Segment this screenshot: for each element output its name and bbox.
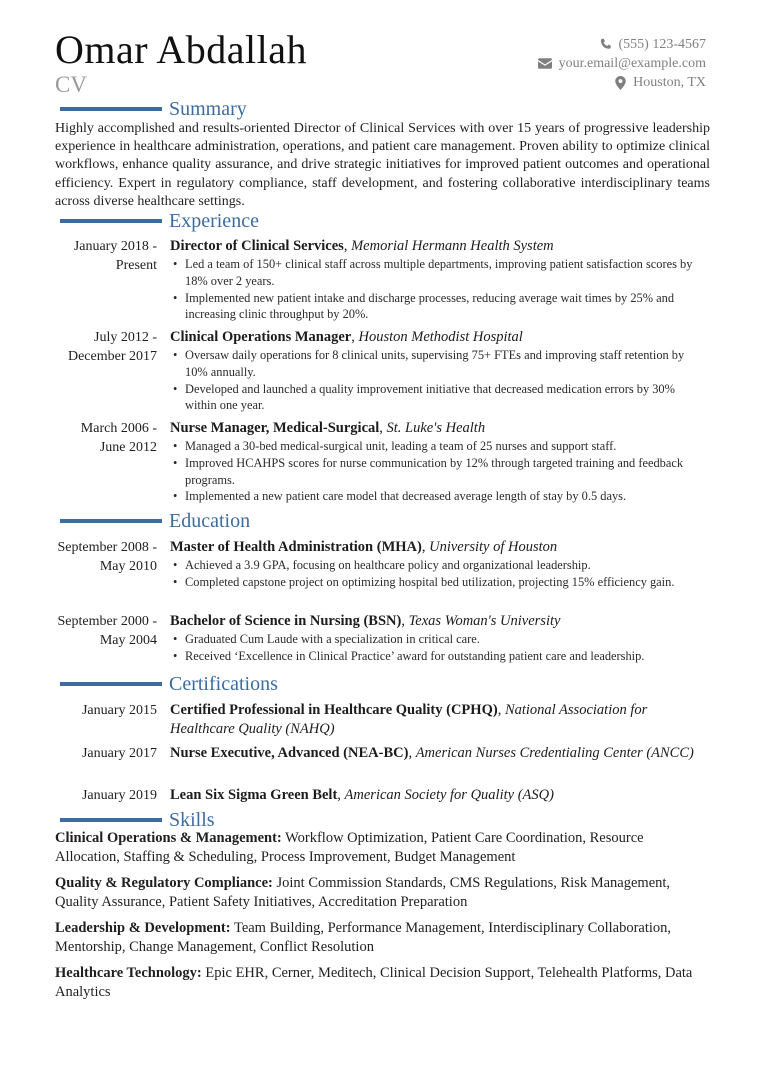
skills-header — [60, 809, 215, 831]
bullet-item: • Completed capstone project on optimizing hospital bed utilization, projecting 15% efficiency gain. — [170, 574, 705, 591]
skill-group-items: Epic EHR, Cerner, Meditech, Clinical Decision Support, Telehealth Platforms, Data Analytics — [55, 965, 693, 1000]
entry-title: Master of Health Administration (MHA) — [170, 539, 422, 555]
skill-group — [55, 874, 705, 912]
section-rule — [60, 682, 162, 686]
entry-organization: Memorial Hermann Health System — [351, 238, 554, 254]
entry-title: Nurse Executive, Advanced (NEA-BC) — [170, 745, 409, 761]
skill-group-items: Workflow Optimization, Patient Care Coordination, Resource Allocation, Staffing & Scheduling, Process Improvement, Budget Management — [55, 830, 644, 865]
location-text: Houston, TX — [633, 75, 706, 90]
contact-location — [538, 73, 706, 92]
section-rule — [60, 219, 162, 223]
entry-body — [170, 786, 705, 805]
bullet-item: • Graduated Cum Laude with a specialization in critical care. — [170, 631, 705, 648]
contact-email — [538, 54, 706, 73]
skills-title: Skills — [169, 809, 215, 831]
experience-title: Experience — [169, 210, 259, 232]
entry-title: Lean Six Sigma Green Belt — [170, 787, 338, 803]
bullet-item: • Managed a 30-bed medical-surgical unit, leading a team of 25 nurses and support staff. — [170, 438, 705, 455]
section-rule — [60, 107, 162, 111]
entry-heading: Lean Six Sigma Green Belt, American Society for Quality (ASQ) — [170, 787, 554, 803]
entry-organization: St. Luke's Health — [386, 420, 486, 436]
email-text[interactable]: your.email@example.com — [558, 56, 706, 71]
skill-group-items: Joint Commission Standards, CMS Regulations, Risk Management, Quality Assurance, Patient Safety Initiatives, Accreditation Preparation — [55, 875, 671, 910]
entry-organization: American Nurses Credentialing Center (ANCC) — [415, 745, 694, 761]
entry-heading: Master of Health Administration (MHA), University of Houston — [170, 539, 558, 555]
entry-bullets — [170, 631, 705, 665]
education-title: Education — [169, 510, 251, 532]
bullet-item: • Implemented a new patient care model that decreased average length of stay by 0.5 days. — [170, 488, 705, 505]
entry-organization: University of Houston — [429, 539, 558, 555]
education-header — [60, 510, 250, 532]
entry-organization: National Association for Healthcare Quality (NAHQ) — [170, 702, 648, 737]
entry-title: Certified Professional in Healthcare Quality (CPHQ) — [170, 702, 498, 718]
entry-title: Nurse Manager, Medical-Surgical — [170, 420, 380, 436]
experience-header — [60, 210, 259, 232]
entry-date: March 2006 - June 2012 — [80, 421, 157, 455]
entry-body — [170, 612, 705, 665]
bullet-item: • Received ‘Excellence in Clinical Practice’ award for outstanding patient care and leadership. — [170, 648, 705, 665]
bullet-item: • Oversaw daily operations for 8 clinical units, supervising 75+ FTEs and improving staff retention by 10% annually. — [170, 347, 705, 381]
bullet-item: • Implemented new patient intake and discharge processes, reducing average wait times by 25% and increasing clinic throughput by 20%. — [170, 290, 705, 324]
summary-header — [60, 98, 247, 120]
phone-icon — [599, 38, 612, 51]
entry-date: July 2012 - December 2017 — [67, 330, 157, 364]
map-pin-icon — [615, 76, 626, 90]
entry-title: Director of Clinical Services — [170, 238, 344, 254]
skill-group-label: Leadership & Development: — [55, 920, 231, 936]
entry-body — [170, 538, 705, 591]
entry-body — [170, 237, 705, 323]
entry-title: Bachelor of Science in Nursing (BSN) — [170, 613, 402, 629]
entry-heading: Bachelor of Science in Nursing (BSN), Texas Woman's University — [170, 613, 561, 629]
entry-heading: Clinical Operations Manager, Houston Methodist Hospital — [170, 329, 523, 345]
entry-body — [170, 701, 705, 739]
skill-group — [55, 829, 705, 867]
entry-heading: Director of Clinical Services, Memorial Hermann Health System — [170, 238, 554, 254]
section-rule — [60, 519, 162, 523]
bullet-item: • Led a team of 150+ clinical staff across multiple departments, improving patient satisfaction scores by 18% over 2 years. — [170, 256, 705, 290]
bullet-item: • Achieved a 3.9 GPA, focusing on healthcare policy and organizational leadership. — [170, 557, 705, 574]
entry-heading: Nurse Executive, Advanced (NEA-BC), American Nurses Credentialing Center (ANCC) — [170, 745, 694, 761]
entry-organization: American Society for Quality (ASQ) — [344, 787, 554, 803]
entry-body — [170, 328, 705, 414]
skill-group-label: Healthcare Technology: — [55, 965, 202, 981]
bullet-item: • Improved HCAHPS scores for nurse communication by 12% through targeted training and feedback programs. — [170, 455, 705, 489]
contact-info — [538, 35, 706, 92]
entry-date: September 2008 - May 2010 — [57, 540, 157, 574]
envelope-icon — [538, 58, 552, 69]
entry-date: January 2018 - Present — [73, 239, 157, 273]
entry-date: January 2015 — [81, 703, 157, 718]
section-rule — [60, 818, 162, 822]
skill-group — [55, 964, 705, 1002]
entry-body — [170, 419, 705, 505]
entry-bullets — [170, 256, 705, 323]
entry-organization: Houston Methodist Hospital — [358, 329, 523, 345]
phone-text[interactable]: (555) 123-4567 — [618, 37, 706, 52]
entry-date: January 2017 — [81, 746, 157, 761]
entry-bullets — [170, 438, 705, 505]
summary-text: Highly accomplished and results-oriented Director of Clinical Services with over 15 years of progressive leadership experience in healthcare administration, operations, and patient care management. Proven ability to optimize clinical workflows, enhance quality assurance, and drive strategic initiatives for improved patient outcomes and operational efficiency. Expert in regulatory compliance, staff development, and fostering collaborative interdisciplinary teams across diverse healthcare settings. — [55, 121, 710, 209]
document-subtitle: CV — [55, 72, 87, 97]
entry-body — [170, 744, 705, 763]
certifications-title: Certifications — [169, 673, 278, 695]
summary-title: Summary — [169, 98, 247, 120]
skill-group-label: Quality & Regulatory Compliance: — [55, 875, 273, 891]
skill-group-label: Clinical Operations & Management: — [55, 830, 282, 846]
contact-phone — [538, 35, 706, 54]
skill-group-items: Team Building, Performance Management, Interdisciplinary Collaboration, Mentorship, Change Management, Conflict Resolution — [55, 920, 672, 955]
entry-date: September 2000 - May 2004 — [57, 614, 157, 648]
bullet-item: • Developed and launched a quality improvement initiative that decreased medication errors by 30% within one year. — [170, 381, 705, 415]
entry-date: January 2019 — [81, 788, 157, 803]
skill-group — [55, 919, 705, 957]
entry-organization: Texas Woman's University — [408, 613, 561, 629]
entry-bullets — [170, 557, 705, 591]
entry-heading: Certified Professional in Healthcare Quality (CPHQ), National Association for Healthcare Quality (NAHQ) — [170, 702, 648, 737]
candidate-name: Omar Abdallah — [55, 27, 307, 72]
entry-bullets — [170, 347, 705, 414]
certifications-header — [60, 673, 278, 695]
entry-title: Clinical Operations Manager — [170, 329, 352, 345]
entry-heading: Nurse Manager, Medical-Surgical, St. Luke's Health — [170, 420, 486, 436]
